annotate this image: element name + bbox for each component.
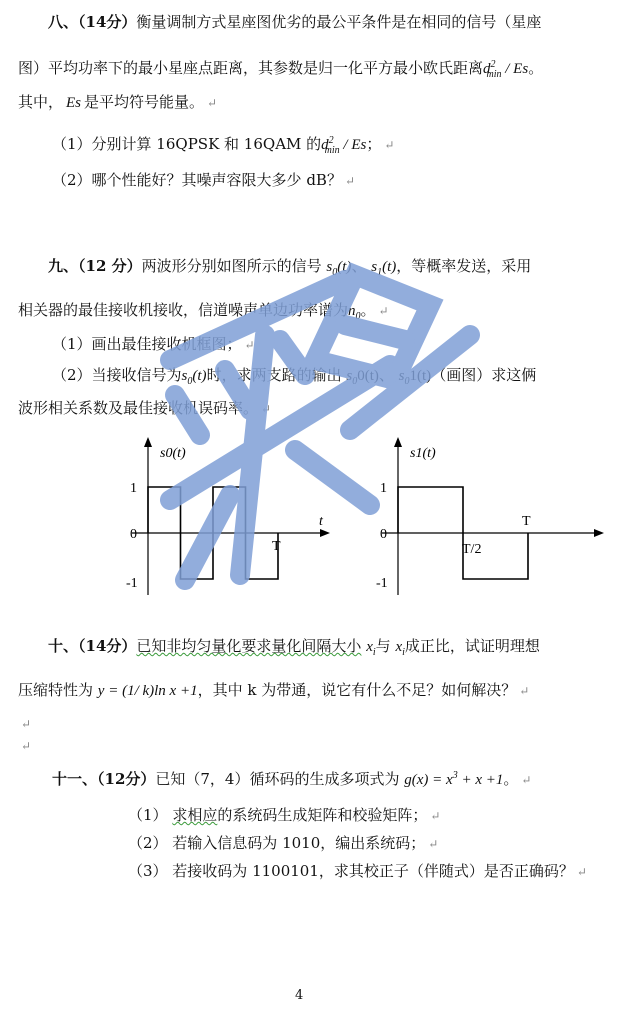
- q9-head: 九、: [48, 257, 79, 275]
- q9-item2: [52, 365, 536, 392]
- q10-formula: y = (1/ k)ln x +1: [97, 683, 198, 699]
- q9-s0: $s_0(t)$: [326, 259, 352, 278]
- paragraph-mark: ↵: [430, 809, 441, 823]
- q10-xi: $x_i$: [366, 639, 376, 658]
- page-number: 4: [295, 988, 304, 1003]
- q8-item1-end: ；: [366, 135, 382, 153]
- q11-item1a: （1）: [128, 806, 173, 824]
- s0-ytick-neg1: -1: [126, 576, 138, 591]
- q11-item3: [128, 861, 587, 882]
- paragraph-mark: ↵: [576, 865, 587, 879]
- paragraph-mark: ↵: [207, 96, 218, 110]
- s1-xtick-T2: T/2: [462, 542, 482, 557]
- chart-s1: [370, 435, 610, 605]
- s1-xtick-T: T: [522, 514, 531, 529]
- paragraph-mark: ↵: [384, 138, 395, 152]
- q8-line1: [48, 12, 541, 32]
- q10-line2: [18, 680, 529, 701]
- q9-line2: [18, 300, 389, 327]
- q10-score: （14分）: [78, 637, 137, 655]
- q9-sep2: 、: [378, 366, 394, 384]
- q8-metric: $d^2_{min}$ / Es: [483, 59, 529, 80]
- q9-text1b: ，等概率发送，采用: [396, 257, 532, 275]
- q9-score: （12 分）: [78, 257, 142, 275]
- q9-n0: $n_0$: [348, 303, 361, 322]
- blank-line-2: [18, 735, 31, 756]
- s0-ytick-1: 1: [130, 481, 137, 496]
- paragraph-mark: ↵: [21, 717, 32, 731]
- chart-s0: [120, 435, 330, 605]
- s0-ytick-0: 0: [130, 527, 137, 542]
- q8-es: Es: [66, 95, 82, 111]
- q9-s1: $s_1(t)$: [371, 259, 397, 278]
- q8-item2-text: （2）哪个性能好？其噪声容限大多少 dB？: [52, 171, 342, 189]
- q11-item2: [128, 833, 438, 854]
- q10-xi2: $x_i$: [395, 639, 405, 658]
- paragraph-mark: ↵: [519, 684, 530, 698]
- q8-text2: 图）平均功率下的最小星座点距离，其参数是归一化平方最小欧氏距离: [18, 59, 484, 77]
- paragraph-mark: ↵: [344, 174, 356, 188]
- q8-item1-metric: $d^2_{min}$ / Es: [321, 135, 367, 156]
- q10-text1b: 与: [375, 637, 391, 655]
- q11-item3-text: （3） 若接收码为 1100101，求其校正子（伴随式）是否正确码？: [128, 862, 574, 880]
- q9-out1: $s_01(t)$: [398, 368, 432, 387]
- q9-item2a: （2）当接收信号为: [52, 366, 182, 384]
- q9-item2c: （画图）求这俩: [431, 366, 537, 384]
- q9-item1-text: （1）画出最佳接收机框图；: [52, 335, 242, 353]
- q11-period: 。: [503, 770, 519, 788]
- s1-y-axis-arrow: [394, 437, 402, 447]
- s1-title: s1(t): [410, 446, 436, 461]
- q8-head: 八、: [48, 13, 79, 31]
- q11-text1: 已知（7，4）循环码的生成多项式为: [155, 770, 400, 788]
- s1-ytick-1: 1: [380, 481, 387, 496]
- paragraph-mark: ↵: [21, 739, 32, 753]
- s1-ytick-0: 0: [380, 527, 387, 542]
- q8-text3a: 其中，: [18, 93, 64, 111]
- q9-item1: [52, 334, 255, 355]
- q9-out0: $s_00(t)$: [346, 368, 379, 387]
- q8-text1: 衡量调制方式星座图优劣的最公平条件是在相同的信号（星座: [136, 13, 542, 31]
- q9-text2b: 。: [360, 301, 376, 319]
- q8-item2: [52, 170, 355, 191]
- paragraph-mark: ↵: [378, 304, 389, 318]
- paragraph-mark: ↵: [428, 837, 439, 851]
- q8-text3b: 是平均符号能量。: [84, 93, 205, 111]
- q10-line1: [48, 636, 540, 663]
- q9-item2b: 时，求两支路的输出: [206, 366, 342, 384]
- q9-text3: 波形相关系数及最佳接收机误码率。: [18, 399, 259, 417]
- q9-text1a: 两波形分别如图所示的信号: [141, 257, 322, 275]
- s0-xtick-T: T: [272, 539, 281, 554]
- q8-item1: [52, 131, 394, 161]
- s0-title: s0(t): [160, 446, 186, 461]
- q11-item1b: 的系统码生成矩阵和校验矩阵；: [217, 806, 428, 824]
- q10-text1a: 已知非均匀量化要求量化间隔大小: [136, 637, 362, 655]
- q9-item2-s0: $s_0(t)$: [181, 368, 207, 387]
- q10-text1c: 成正比，试证明理想: [404, 637, 540, 655]
- paragraph-mark: ↵: [261, 402, 272, 416]
- s0-xlabel: t: [319, 514, 323, 529]
- q8-line2: [18, 55, 543, 85]
- s0-y-axis-arrow: [144, 437, 152, 447]
- q8-item1-text: （1）分别计算 16QPSK 和 16QAM 的: [52, 135, 322, 153]
- blank-line-1: [18, 713, 31, 734]
- s0-x-axis-arrow: [320, 529, 330, 537]
- q9-line1: [48, 256, 531, 283]
- q9-line3: [18, 398, 271, 419]
- q11-item2-text: （2） 若输入信息码为 1010，编出系统码；: [128, 834, 426, 852]
- q10-text2b: ，其中 k 为带通，说它有什么不足？如何解决？: [197, 681, 517, 699]
- q11-formula: $g(x) = x^3 + x +1$: [404, 770, 504, 788]
- q11-score: （12分）: [97, 770, 156, 788]
- q10-text2a: 压缩特性为: [18, 681, 94, 699]
- paragraph-mark: ↵: [244, 338, 255, 352]
- q11-line1: [52, 766, 531, 790]
- q9-sep: 、: [351, 257, 367, 275]
- q11-item1-sq: 求相应: [172, 806, 218, 824]
- q10-head: 十、: [48, 637, 79, 655]
- q8-line3: [18, 92, 217, 113]
- q9-text2a: 相关器的最佳接收机接收，信道噪声单边功率谱为: [18, 301, 349, 319]
- q11-head: 十一、: [52, 770, 98, 788]
- paragraph-mark: ↵: [521, 773, 532, 787]
- q11-item1: [128, 805, 440, 826]
- s1-ytick-neg1: -1: [376, 576, 388, 591]
- q8-score: （14分）: [78, 13, 137, 31]
- q8-period: 。: [528, 59, 544, 77]
- s1-x-axis-arrow: [594, 529, 604, 537]
